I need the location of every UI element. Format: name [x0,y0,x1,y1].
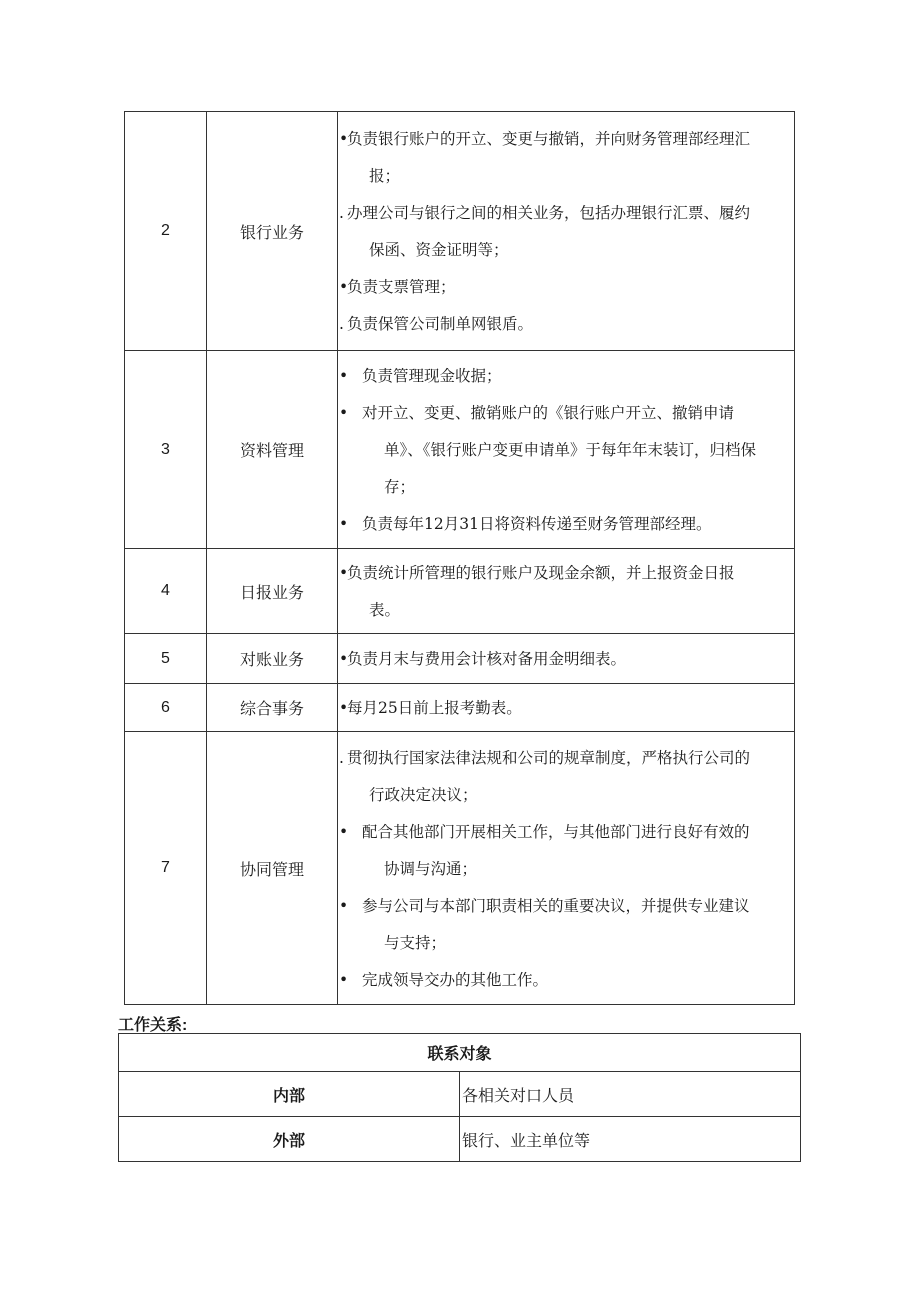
duty-item-line: 负责月末与费用会计核对备用金明细表。 [347,650,627,668]
duty-description [338,351,795,549]
bullet-marker: • [339,970,349,989]
duty-item-line: 负责支票管理； [347,278,456,296]
relation-label: 外部 [119,1117,460,1162]
duty-description [338,732,795,1005]
duty-item [339,962,790,999]
duty-item [339,306,790,343]
duty-item-line: 报； [369,167,401,185]
duty-item-line: 协调与沟通； [384,859,478,878]
relations-header: 联系对象 [119,1034,801,1072]
duty-category: 银行业务 [207,112,338,351]
duty-item-line: 配合其他部门开展相关工作，与其他部门进行良好有效的 [362,822,750,841]
bullet-marker: • [339,564,349,582]
bullet-marker: • [339,278,349,296]
duty-item [339,888,790,962]
bullet-marker: • [339,822,349,841]
duty-category: 对账业务 [207,634,338,684]
bullet-marker: • [339,130,349,148]
duty-item-line: 负责保管公司制单网银盾。 [347,315,534,333]
duty-row [125,684,795,732]
relations-row-internal [119,1072,801,1117]
section-title-work-relations: 工作关系: [118,1017,188,1034]
duty-description [338,549,795,634]
duty-number: 7 [125,732,207,1005]
relation-label: 内部 [119,1072,460,1117]
duty-item-line: 办理公司与银行之间的相关业务，包括办理银行汇票、履约 [347,204,751,222]
duty-category: 资料管理 [207,351,338,549]
duty-item [339,740,790,814]
duty-item [339,555,790,629]
bullet-marker: • [339,650,349,668]
duty-category: 协同管理 [207,732,338,1005]
duty-item [339,395,790,506]
duties-table [124,111,795,1005]
relations-row-external [119,1117,801,1162]
duty-item-line: 负责银行账户的开立、变更与撤销，并向财务管理部经理汇 [347,130,751,148]
bullet-marker: • [339,404,349,422]
duty-item [339,358,790,395]
duty-description [338,112,795,351]
bullet-marker: • [339,896,349,915]
duty-description [338,684,795,732]
duty-item-line: 贯彻执行国家法律法规和公司的规章制度，严格执行公司的 [347,748,751,767]
relation-value: 各相关对口人员 [460,1072,801,1117]
duty-number: 3 [125,351,207,549]
duty-number: 6 [125,684,207,732]
duty-item [339,641,790,678]
duty-item-line: 表。 [369,601,401,619]
duty-category: 日报业务 [207,549,338,634]
duty-item-line: 行政决定决议； [369,785,478,804]
duty-row [125,549,795,634]
relations-table [118,1033,801,1162]
duty-number: 4 [125,549,207,634]
duty-item [339,814,790,888]
duty-item-line: 与支持； [384,933,447,952]
duty-description [338,634,795,684]
duty-item-line: 保函、资金证明等； [369,241,509,259]
duties-table-body [125,112,795,1005]
duty-category: 综合事务 [207,684,338,732]
duty-item-line: 参与公司与本部门职责相关的重要决议，并提供专业建议 [362,896,750,915]
duty-item-line: 负责统计所管理的银行账户及现金余额，并上报资金日报 [347,564,735,582]
duty-row [125,112,795,351]
bullet-marker: . [339,315,344,333]
bullet-marker: • [339,699,349,717]
duty-item [339,121,790,195]
duty-number: 5 [125,634,207,684]
duty-item-line: 每月25日前上报考勤表。 [347,699,522,717]
duty-item-line: 单》、《银行账户变更申请单》于每年年末装订，归档保 [384,441,757,459]
relations-header-row [119,1034,801,1072]
bullet-marker: . [339,748,344,767]
duty-item [339,506,790,543]
duty-item-line: 存； [384,478,416,496]
duty-item [339,269,790,306]
duty-item [339,195,790,269]
bullet-marker: • [339,515,349,533]
duty-row [125,351,795,549]
duty-item-line: 完成领导交办的其他工作。 [362,970,549,989]
duty-item-line: 负责管理现金收据； [362,367,502,385]
relation-value: 银行、业主单位等 [460,1117,801,1162]
bullet-marker: • [339,367,349,385]
duty-row [125,634,795,684]
bullet-marker: . [339,204,344,222]
duty-row [125,732,795,1005]
duty-number: 2 [125,112,207,351]
duty-item-line: 负责每年12月31日将资料传递至财务管理部经理。 [362,515,712,533]
duty-item [339,690,790,727]
duty-item-line: 对开立、变更、撤销账户的《银行账户开立、撤销申请 [362,404,735,422]
